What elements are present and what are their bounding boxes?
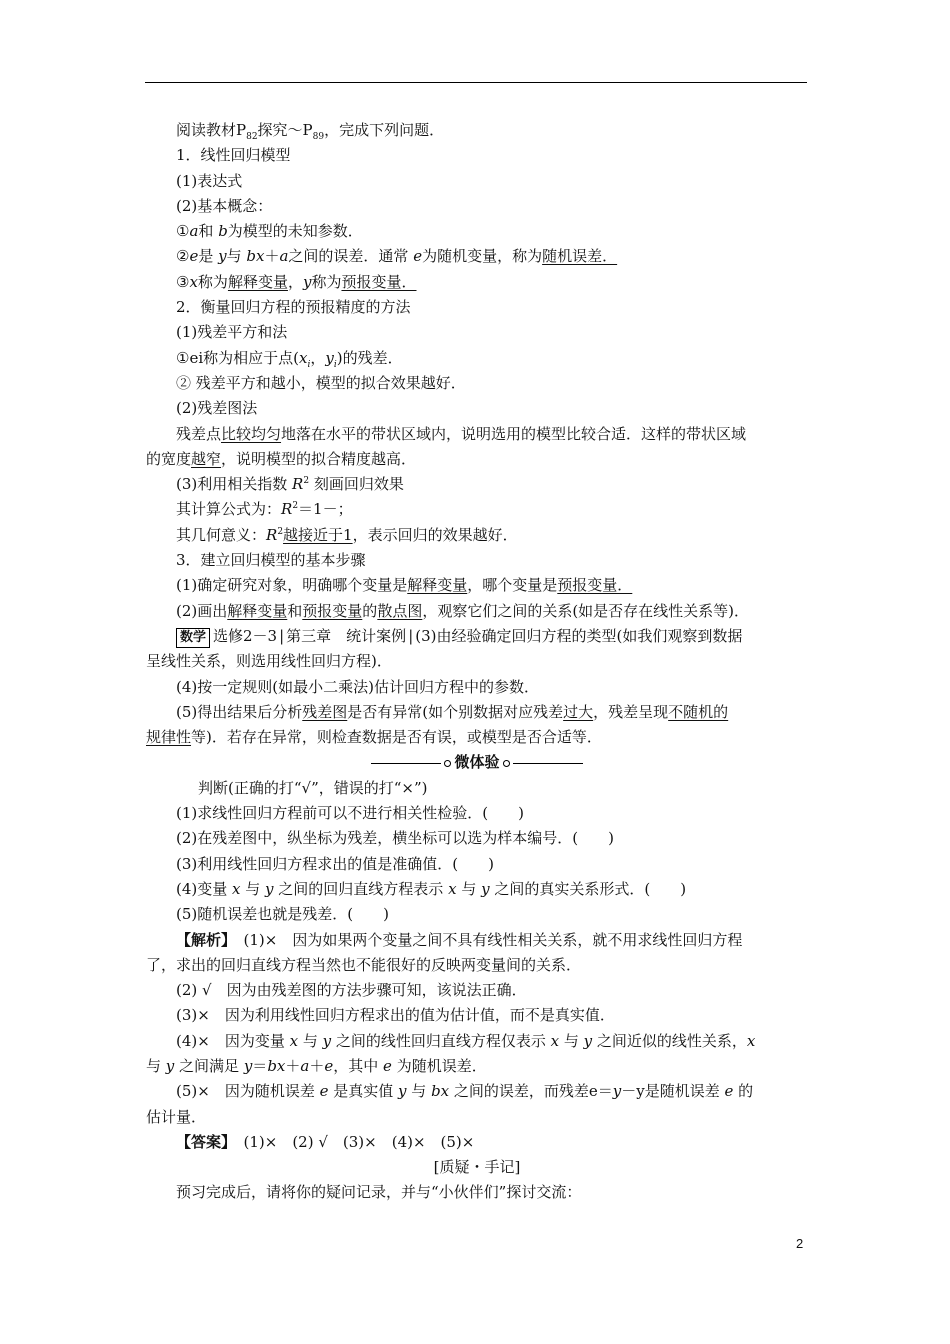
underlined-answer: 预报变量． [557,576,633,595]
analysis-line: 估计量． [146,1107,207,1126]
text-line: ② 残差平方和越小，模型的拟合效果越好． [176,373,466,392]
exercise-item: (2)在残差图中，纵坐标为残差，横坐标可以选为样本编号．( ) [176,829,614,848]
answer-line: 【答案】 (1)× (2) √ (3)× (4)× (5)× [176,1132,475,1151]
text-line-with-header: 数学 选修2－3 | 第三章 统计案例 | (3)由经验确定回归方程的类型(如我们观察到数据 [146,624,808,649]
answer-label: 【答案】 [176,1132,229,1151]
section-divider [146,750,808,775]
underlined-answer: 随机误差． [542,247,618,266]
underlined-answer: 解释变量 [407,576,468,595]
header-rule [145,82,807,83]
subheading: (2)残差图法 [176,399,258,418]
exercise-instruction: 判断(正确的打“√”，错误的打“×”) [198,778,428,797]
text-line: 的宽度越窄，说明模型的拟合精度越高． [146,449,417,468]
text-line: 规律性等)．若存在异常，则检查数据是否有误，或模型是否合适等． [146,728,602,747]
exercise-item: (3)利用线性回归方程求出的值是准确值．( ) [176,854,494,873]
text-line: (5)得出结果后分析残差图是否有异常(如个别数据对应残差过大，残差呈现不随机的 [176,702,729,721]
analysis-line: 了，求出的回归直线方程当然也不能很好的反映两变量间的关系． [146,955,582,974]
analysis-line: (2) √ 因为由残差图的方法步骤可知，该说法正确． [176,981,527,1000]
notes-heading: [质疑・手记] [433,1158,521,1177]
underlined-answer: 越窄 [191,449,222,468]
text-line: 残差点比较均匀地落在水平的带状区域内，说明选用的模型比较合适．这样的带状区域 [176,424,747,443]
text-line: ①a和 b为模型的未知参数． [176,222,363,241]
underlined-answer: 比较均匀 [221,424,282,443]
underlined-answer: 解释变量 [227,272,288,291]
underlined-answer: 规律性 [146,728,192,747]
intro-line: 阅读教材$P_{82}$探究$\sim P_{89}$，完成下列问题． [176,121,445,142]
analysis-line: 【解析】 (1)× 因为如果两个变量之间不具有线性相关关系，就不用求线性回归方程 [176,930,743,949]
subheading: (3)利用相关指数 $R^2$ 刻画回归效果 [176,475,404,494]
page-number: 2 [796,1236,804,1251]
heading-2: 2．衡量回归方程的预报精度的方法 [176,298,411,317]
analysis-line: (5)× 因为随机误差 e 是真实值 y 与 bx 之间的误差，而残差e＝y－y是随机误差 e 的 [176,1082,754,1101]
subheading: (1)表达式 [176,171,243,190]
underlined-answer: 散点图 [377,601,423,620]
subheading: (1)残差平方和法 [176,323,288,342]
notes-instruction: 预习完成后，请将你的疑问记录，并与“小伙伴们”探讨交流： [176,1183,582,1202]
text-line: (1)确定研究对象，明确哪个变量是解释变量，哪个变量是预报变量． [176,576,633,595]
exercise-item: (1)求线性回归方程前可以不进行相关性检验．( ) [176,804,524,823]
text-line: (2)画出解释变量和预报变量的散点图，观察它们之间的关系(如是否存在线性关系等)． [176,601,750,620]
text-line: 呈线性关系，则选用线性回归方程)． [146,652,392,671]
text-line: 其计算公式为：$R^2=1-$； [176,500,353,519]
underlined-answer: 解释变量 [227,601,288,620]
underlined-answer: 不随机的 [668,702,729,721]
document-body [146,118,808,1206]
text-line: ①ei称为相应于点($x_i$，$y_i$)的残差． [176,348,403,370]
analysis-label: 【解析】 [176,930,229,949]
underlined-answer: 越接近于1 [283,525,353,544]
text-line: (4)按一定规则(如最小二乘法)估计回归方程中的参数． [176,677,539,696]
exercise-item: (4)变量 x 与 y 之间的回归直线方程表示 x 与 y 之间的真实关系形式．( ) [176,879,687,898]
analysis-line: (4)× 因为变量 x 与 y 之间的线性回归直线方程仅表示 x 与 y 之间近似的线性关系，x [176,1031,756,1050]
exercise-item: (5)随机误差也就是残差．( ) [176,905,389,924]
subheading: (2)基本概念： [176,196,273,215]
subject-badge: 数学 [176,628,210,648]
underlined-answer: 过大 [563,702,594,721]
heading-1: 1．线性回归模型 [176,146,291,165]
heading-3: 3．建立回归模型的基本步骤 [176,551,366,570]
analysis-line: 与 y 之间满足 y＝bx＋a＋e，其中 e 为随机误差． [146,1056,487,1075]
text-line: ②e是 y与 bx＋a之间的误差．通常 e为随机变量，称为随机误差． [176,247,618,266]
underlined-answer: 预报变量 [302,601,363,620]
analysis-line: (3)× 因为利用线性回归方程求出的值为估计值，而不是真实值． [176,1006,615,1025]
text-line: ③x称为解释变量，y称为预报变量． [176,272,417,291]
text-line: 其几何意义：$R^2$越接近于1，表示回归的效果越好． [176,525,518,544]
underlined-answer: 预报变量． [341,272,417,291]
section-title: 微体验 [454,753,500,772]
underlined-answer: 残差图 [302,702,348,721]
